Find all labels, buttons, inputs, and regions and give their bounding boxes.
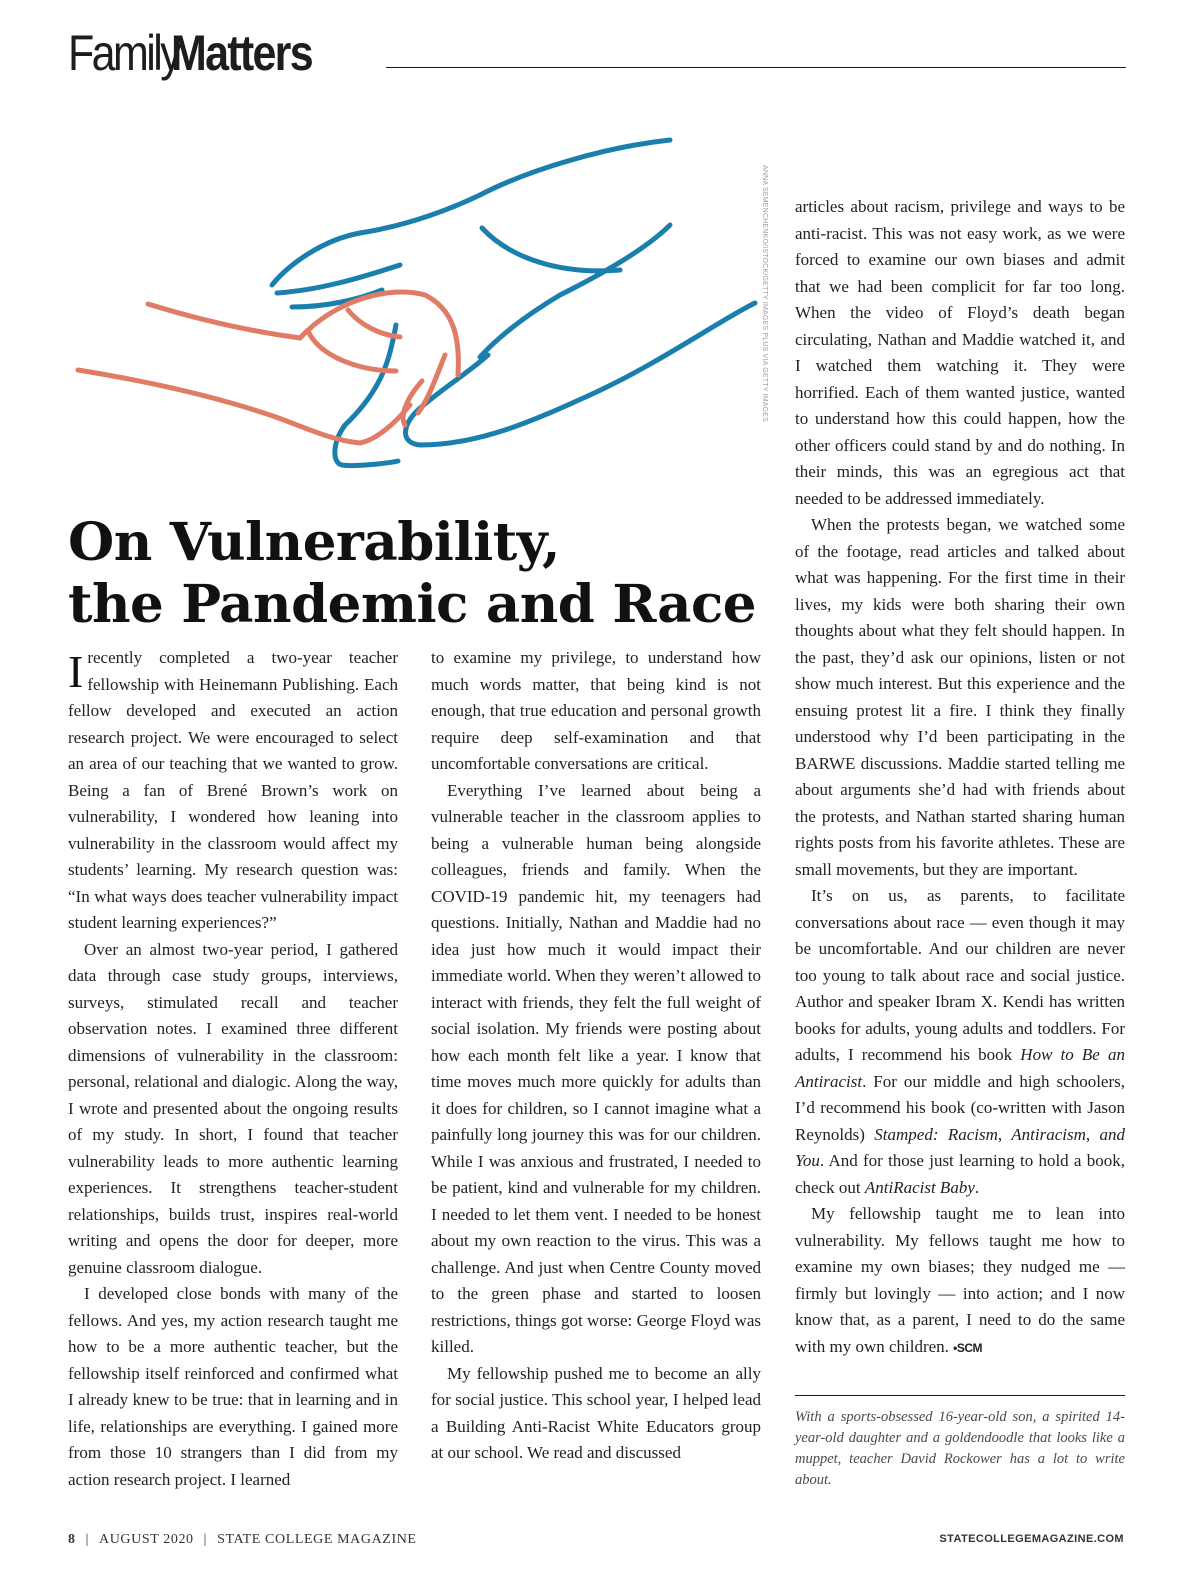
article-column-1 xyxy=(68,645,398,1493)
hands-illustration-icon xyxy=(60,125,760,480)
paragraph-text: It’s on us, as parents, to facilitate conversations about race — even though it may be uncomfortable. And our children are never too young to talk about race and social justice. Author and speaker Ibram X. Kendi has written books for adults, young adults and toddlers. For adults, I recommend his book xyxy=(795,886,1125,1064)
section-title xyxy=(68,18,335,81)
article-paragraph: to examine my privilege, to understand how much words matter, that being kind is not enough, that true education and personal growth require deep self-examination and that uncomfortable conversations are critical. xyxy=(431,648,761,773)
photo-credit-text: ANNA SEMENCHENKO/ISTOCK/GETTY IMAGES PLUS VIA GETTY IMAGES xyxy=(761,165,768,423)
paragraph-text: . And for those just learning to hold a book, check out xyxy=(795,1151,1125,1197)
paragraph-text: recently completed a two-year teacher fellowship with Heinemann Publishing. Each fellow developed and executed an action research project. We were encouraged to select an area of our teaching that we wanted to grow. Being a fan of Brené Brown’s work on vulnerability, I wondered how leaning into vulnerability in the classroom would affect my students’ learning. My research question was: “In what ways does teacher vulnerability impact student learning experiences?” xyxy=(68,648,398,932)
drop-cap: I xyxy=(68,646,84,697)
magazine-url: STATECOLLEGEMAGAZINE.COM xyxy=(939,1533,1124,1545)
article-paragraph: Everything I’ve learned about being a vulnerable teacher in the classroom applies to being a vulnerable human being alongside colleagues, friends and family. When the COVID-19 pandemic hit, my teenagers had questions. Initially, Nathan and Maddie had no idea just how much it would impact their immediate world. When they weren’t allowed to interact with friends, they felt the full weight of social isolation. My friends were posting about how each month felt like a year. I know that time moves much more quickly for adults than it does for children, so I cannot imagine what a painfully long journey this was for our children. While I was anxious and frustrated, I needed to be patient, kind and vulnerable for my children. I needed to let them vent. I needed to be honest about my own reaction to the virus. This was a challenge. And just when Centre County moved to the green phase and started to loosen restrictions, things got worse: George Floyd was killed. xyxy=(431,780,761,1356)
article-column-3 xyxy=(795,194,1125,1361)
header-rule xyxy=(386,67,1126,68)
page-number: 8 xyxy=(68,1532,76,1547)
paragraph-text: . xyxy=(974,1177,980,1197)
article-paragraph xyxy=(795,1201,1125,1361)
hands-illustration xyxy=(60,125,760,480)
adult-hand-icon xyxy=(272,140,755,466)
book-title: Stamped: Racism, Antiracism, and You xyxy=(795,1124,1125,1170)
headline-line-1: On Vulnerability, xyxy=(68,512,560,573)
bio-rule xyxy=(795,1395,1125,1396)
footer-separator: | xyxy=(85,1532,90,1547)
article-column-2 xyxy=(431,645,761,1467)
article-paragraph xyxy=(68,645,398,937)
article-paragraph: My fellowship pushed me to become an ally for social justice. This school year, I helped lead a Building Anti-Racist White Educators group at our school. We read and discussed xyxy=(431,1363,761,1462)
headline-line-2: the Pandemic and Race xyxy=(68,574,757,635)
section-title-bold: Matters xyxy=(171,25,313,81)
article-paragraph: When the protests began, we watched some of the footage, read articles and talked about what was happening. For the first time in their lives, my kids were both sharing their own thoughts about what they felt should happen. In the past, they’d ask our opinions, listen or not show much interest. But this experience and the ensuing protest lit a fire. I think they finally understood why I’d been participating in the BARWE discussions. Maddie started telling me about arguments she’d had with friends about the protests, and Nathan started sharing human rights posts from his favorite athletes. These are small movements, but they are important. xyxy=(795,515,1125,879)
book-title: AntiRacist Baby xyxy=(864,1177,975,1197)
footer-separator: | xyxy=(203,1532,208,1547)
article-paragraph: articles about racism, privilege and ways to be anti-racist. This was not easy work, as we were forced to examine our own biases and admit that we had been complicit for far too long. When the video of Floyd’s death began circulating, Nathan and Maddie watched it, and I watched them watching it. They were horrified. Each of them wanted justice, wanted to understand how this could happen, how the other officers could stand by and do nothing. In their minds, this was an egregious act that needed to be addressed immediately. xyxy=(795,197,1125,508)
book-title: How to Be an Antiracist xyxy=(795,1045,1125,1091)
author-bio: With a sports-obsessed 16-year-old son, a spirited 14-year-old daughter and a goldendoodle that looks like a muppet, teacher David Rockower has a lot to write about. xyxy=(795,1409,1125,1488)
article-paragraph: I developed close bonds with many of the fellows. And yes, my action research taught me how to be a more authentic teacher, but the fellowship itself reinforced and confirmed what I already knew to be true: that in learning and in life, relationships are everything. I gained more from those 10 strangers than I did from my action research project. I learned xyxy=(68,1284,398,1489)
photo-credit xyxy=(758,165,770,423)
article-paragraph: Over an almost two-year period, I gathered data through case study groups, interviews, surveys, stimulated recall and teacher observation notes. I examined three different dimensions of vulnerability in the classroom: personal, relational and dialogic. Along the way, I wrote and presented about the ongoing results of my study. In short, I found that teacher vulnerability leads to more authentic learning experiences. It strengthens teacher-student relationships, builds trust, inspires real-world writing and opens the door for deeper, more genuine classroom dialogue. xyxy=(68,939,398,1277)
paragraph-text: My fellowship taught me to lean into vulnerability. My fellows taught me how to examine my own biases; they nudged me — firmly but lovingly — into action; and I now know that, as a parent, I need to do the same with my own children. xyxy=(795,1204,1125,1356)
paragraph-text: . For our middle and high schoolers, I’d recommend his book (co-written with Jason Reynolds) xyxy=(795,1071,1125,1144)
end-mark: •SCM xyxy=(953,1340,983,1355)
magazine-name: STATE COLLEGE MAGAZINE xyxy=(217,1532,417,1547)
issue-date: AUGUST 2020 xyxy=(99,1532,194,1547)
article-paragraph xyxy=(795,883,1125,1201)
page-footer xyxy=(68,1530,1124,1550)
article-headline xyxy=(68,512,782,636)
section-title-light: Family xyxy=(68,25,180,81)
child-hand-icon xyxy=(78,292,458,443)
